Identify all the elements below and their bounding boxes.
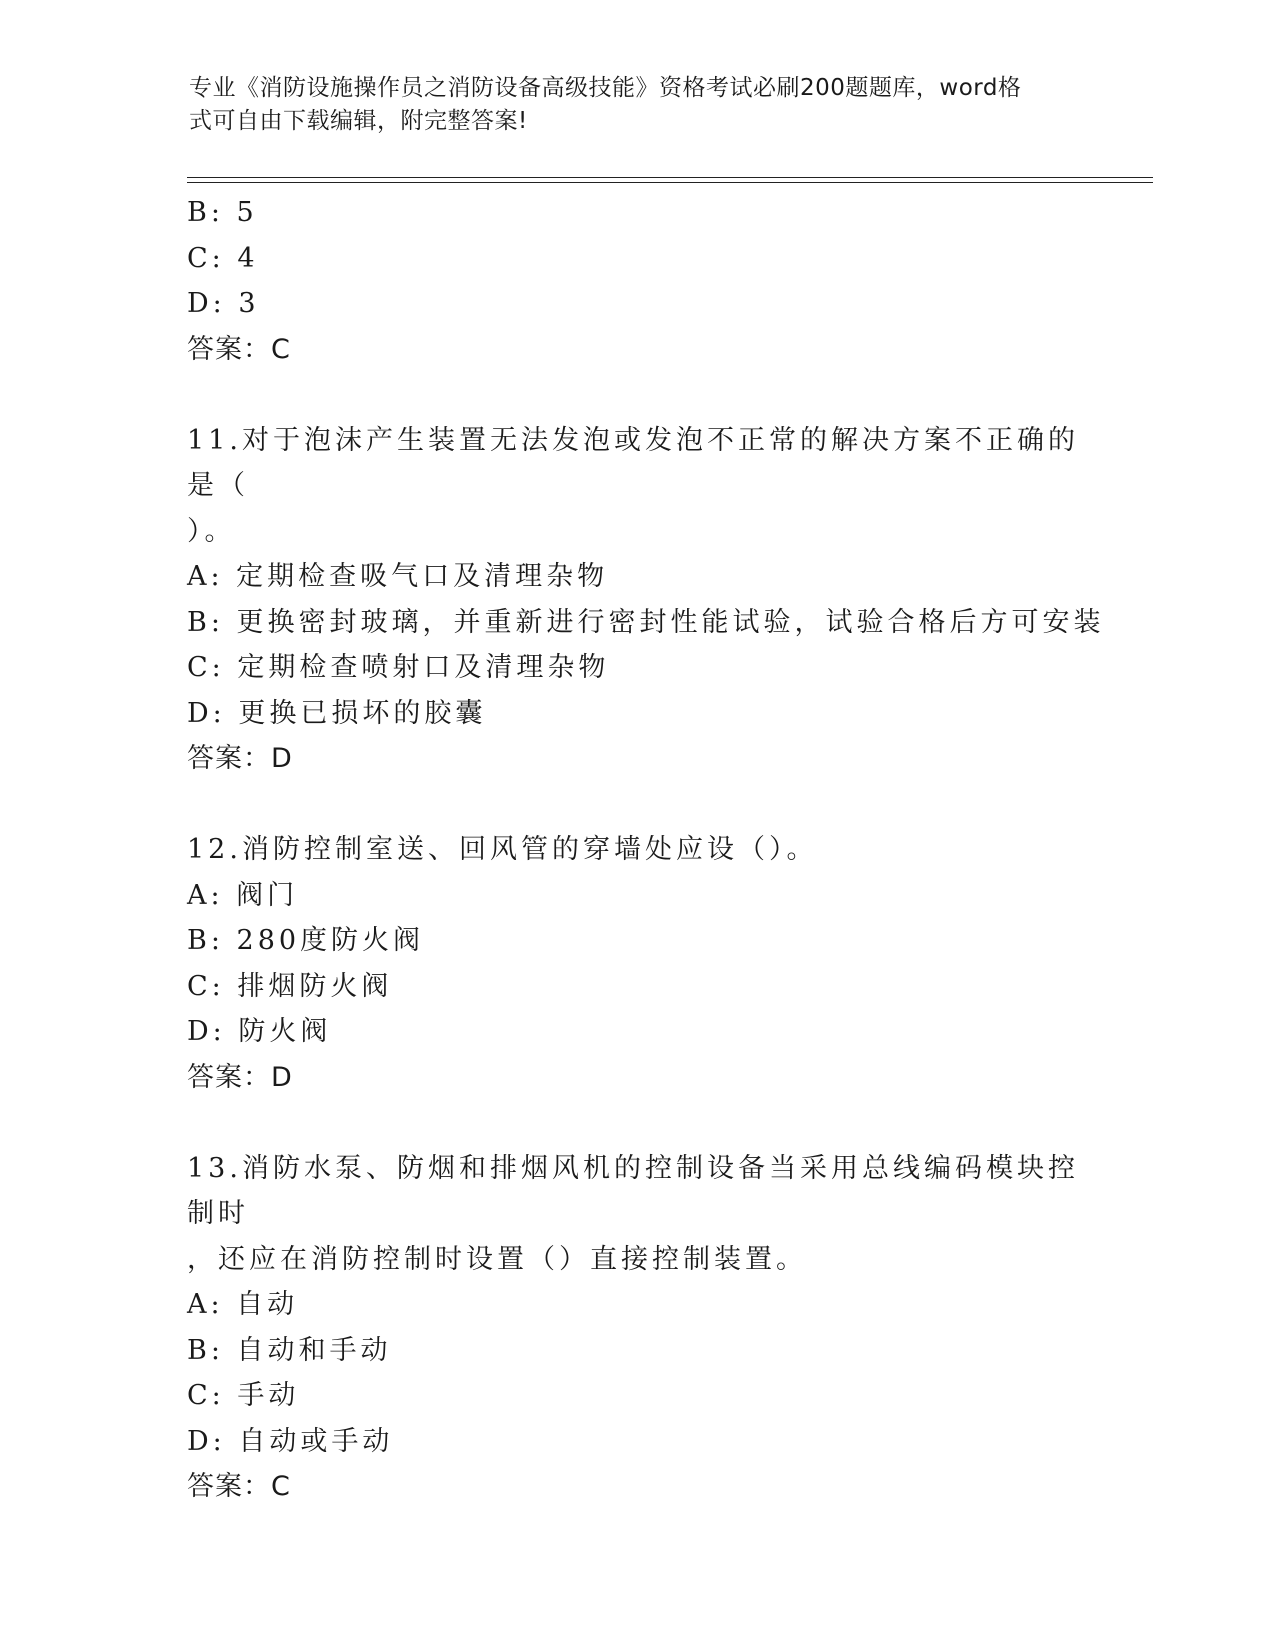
option-c: C: 手动	[187, 1380, 300, 1411]
question-stem-line-1: 11.对于泡沫产生装置无法发泡或发泡不正常的解决方案不正确的是（	[187, 424, 1079, 501]
page-header	[189, 72, 1069, 138]
question-13	[187, 1146, 1087, 1510]
option-b: B: 280度防火阀	[187, 925, 425, 956]
header-line-2: 式可自由下载编辑，附完整答案!	[189, 108, 528, 134]
option-d: D: 更换已损坏的胶囊	[187, 697, 487, 729]
option-d: D: 自动或手动	[187, 1425, 394, 1457]
answer: 答案：C	[187, 333, 291, 365]
option-a: A: 阀门	[187, 879, 299, 911]
question-content	[187, 190, 1105, 1510]
option-c: C: 4	[187, 242, 259, 274]
header-line-1: 专业《消防设施操作员之消防设备高级技能》资格考试必刷200题题库，word格	[189, 75, 1022, 101]
question-12	[187, 827, 1087, 1100]
option-c: C: 排烟防火阀	[187, 970, 393, 1002]
option-b: B: 自动和手动	[187, 1334, 392, 1366]
answer: 答案：D	[187, 1061, 293, 1093]
question-10	[187, 190, 1087, 372]
spacer	[187, 372, 1087, 418]
answer: 答案：D	[187, 743, 293, 774]
question-stem-line-1: 13.消防水泵、防烟和排烟风机的控制设备当采用总线编码模块控制时	[187, 1152, 1079, 1229]
option-b: B: 更换密封玻璃，并重新进行密封性能试验，试验合格后方可安装	[187, 606, 1105, 638]
question-stem-line-2: ）。	[187, 515, 236, 547]
spacer	[187, 1100, 1087, 1146]
header-rule-top	[187, 177, 1153, 178]
option-d: D: 防火阀	[187, 1016, 332, 1047]
option-b: B: 5	[187, 197, 258, 228]
header-rule-bottom	[187, 182, 1153, 183]
answer: 答案：C	[187, 1471, 291, 1502]
option-a: A: 定期检查吸气口及清理杂物	[187, 561, 609, 592]
question-stem-line-1: 12.消防控制室送、回风管的穿墙处应设（）。	[187, 834, 818, 865]
question-stem-line-2: ，还应在消防控制时设置（）直接控制装置。	[187, 1243, 807, 1275]
option-c: C: 定期检查喷射口及清理杂物	[187, 652, 610, 683]
spacer	[187, 782, 1087, 828]
option-d: D: 3	[187, 288, 260, 319]
option-a: A: 自动	[187, 1289, 299, 1320]
question-11	[187, 418, 1105, 782]
